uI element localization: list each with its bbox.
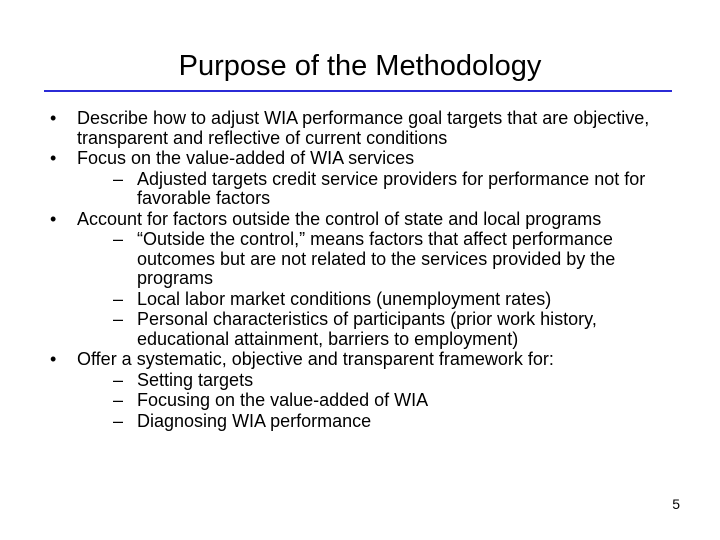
title-underline xyxy=(44,90,672,92)
sub-bullet-list xyxy=(77,371,684,432)
bullet-text: Account for factors outside the control of state and local programs xyxy=(77,208,602,229)
sub-bullet-text: “Outside the control,” means factors that affect performance outcomes but are not related to the services provided by the programs xyxy=(137,229,616,288)
bullet-list xyxy=(44,109,684,431)
bullet-item xyxy=(44,149,684,209)
sub-bullet-item xyxy=(77,391,684,411)
dash-icon: – xyxy=(113,369,124,390)
sub-bullet-text: Diagnosing WIA performance xyxy=(137,410,372,431)
sub-bullet-text: Personal characteristics of participants (prior work history, educational attainment, barriers to employment) xyxy=(137,309,597,349)
bullet-text: Focus on the value-added of WIA services xyxy=(77,148,415,168)
bullet-text: Describe how to adjust WIA performance goal targets that are objective, transparent and reflective of current conditions xyxy=(77,108,650,148)
sub-bullet-text: Adjusted targets credit service providers for performance not for favorable factors xyxy=(137,168,646,208)
dash-icon: – xyxy=(113,410,124,431)
sub-bullet-item xyxy=(77,371,684,391)
bullet-item xyxy=(44,210,684,350)
bullet-item xyxy=(44,350,684,431)
sub-bullet-text: Setting targets xyxy=(137,369,254,390)
dash-icon: – xyxy=(113,288,124,309)
dash-icon: – xyxy=(113,390,124,410)
sub-bullet-item xyxy=(77,290,684,310)
bullet-content xyxy=(44,109,684,432)
sub-bullet-list xyxy=(77,230,684,349)
sub-bullet-item xyxy=(77,310,684,349)
dash-icon: – xyxy=(113,168,124,189)
bullet-dot-icon: • xyxy=(50,108,57,128)
bullet-dot-icon: • xyxy=(50,148,57,168)
sub-bullet-item xyxy=(77,170,684,209)
bullet-dot-icon: • xyxy=(50,349,57,369)
bullet-dot-icon: • xyxy=(50,208,57,229)
dash-icon: – xyxy=(113,309,124,329)
sub-bullet-item xyxy=(77,412,684,432)
sub-bullet-text: Local labor market conditions (unemployment rates) xyxy=(137,288,552,309)
sub-bullet-text: Focusing on the value-added of WIA xyxy=(137,390,429,410)
bullet-item xyxy=(44,109,684,148)
sub-bullet-list xyxy=(77,170,684,209)
page-number: 5 xyxy=(672,496,680,512)
bullet-text: Offer a systematic, objective and transparent framework for: xyxy=(77,349,554,369)
slide-title: Purpose of the Methodology xyxy=(178,50,542,82)
sub-bullet-item xyxy=(77,230,684,289)
dash-icon: – xyxy=(113,229,124,249)
